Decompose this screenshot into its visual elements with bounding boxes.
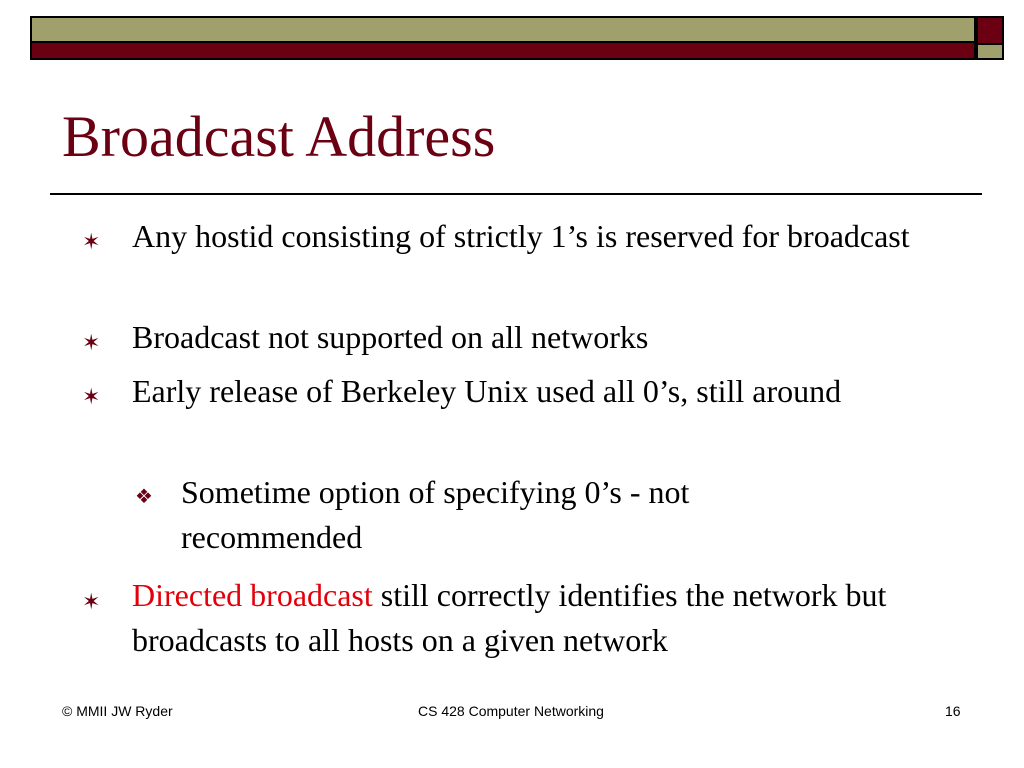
header-band-olive — [32, 18, 974, 43]
footer-page-number: 16 — [945, 703, 961, 719]
bullet-item-5 — [132, 573, 892, 663]
bullet-star-icon: ✶ — [82, 229, 101, 254]
sub-bullet-item-1: Sometime option of specifying 0’s - not recommended — [181, 474, 690, 555]
bullet-item-1: Any hostid consisting of strictly 1’s is reserved for broadcast — [132, 218, 910, 254]
header-corner-block — [976, 16, 1004, 60]
highlighted-term: Directed broadcast — [132, 577, 373, 613]
bullet-item-5-rest: still correctly identifies the network but broadcasts to all hosts on a given network — [132, 577, 887, 658]
footer-copyright: © MMII JW Ryder — [62, 703, 173, 719]
footer-course: CS 428 Computer Networking — [418, 703, 604, 719]
bullet-star-icon: ✶ — [82, 589, 101, 614]
bullet-star-icon: ✶ — [82, 330, 101, 355]
bullet-item-2: Broadcast not supported on all networks — [132, 319, 649, 355]
header-corner-maroon — [978, 18, 1002, 45]
header-band — [30, 16, 976, 60]
sub-bullet-diamond-icon: ❖ — [135, 486, 153, 508]
title-divider — [50, 193, 982, 195]
header-band-maroon — [32, 41, 974, 58]
bullet-star-icon: ✶ — [82, 384, 101, 409]
bullet-item-3: Early release of Berkeley Unix used all 0’s, still around — [132, 373, 842, 409]
slide-title: Broadcast Address — [62, 104, 496, 169]
